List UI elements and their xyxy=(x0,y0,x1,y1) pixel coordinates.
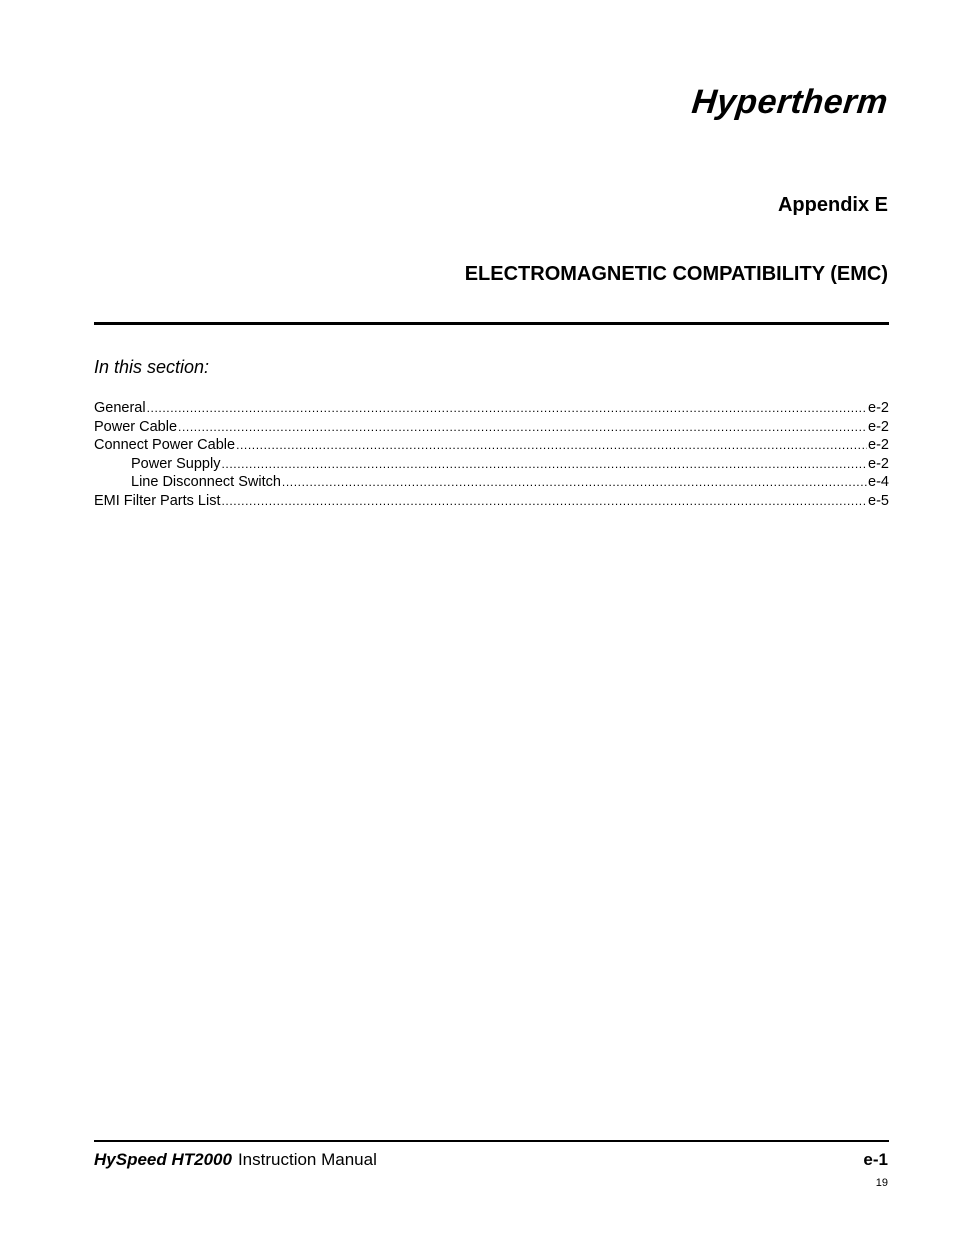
footer-divider xyxy=(94,1140,889,1142)
toc-item-label: Connect Power Cable xyxy=(94,437,236,454)
toc-item-label: General xyxy=(94,400,146,416)
footer-page-label: e-1 xyxy=(863,1150,888,1169)
footer-manual-label: Instruction Manual xyxy=(237,1150,377,1169)
toc-item-label: EMI Filter Parts List xyxy=(94,492,221,509)
toc-leader-dots xyxy=(147,399,867,418)
toc-item-emi-filter-parts-list[interactable] xyxy=(94,492,889,511)
toc-item-page: e-2 xyxy=(868,455,889,472)
hypertherm-logo: Hypertherm xyxy=(690,83,890,121)
toc-item-power-supply[interactable] xyxy=(94,455,889,474)
toc-item-page: e-2 xyxy=(868,437,889,454)
toc-leader-dots xyxy=(236,436,867,455)
toc-item-label: Line Disconnect Switch xyxy=(131,474,281,491)
toc-leader-dots xyxy=(222,492,868,511)
footer-sheet-number: 19 xyxy=(875,1177,888,1189)
toc-item-line-disconnect-switch[interactable] xyxy=(94,473,889,492)
section-title: ELECTROMAGNETIC COMPATIBILITY (EMC) xyxy=(464,263,888,285)
toc-leader-dots xyxy=(221,455,867,474)
toc-leader-dots xyxy=(282,473,867,492)
header-divider xyxy=(94,322,889,325)
toc-item-general[interactable] xyxy=(94,399,889,418)
table-of-contents xyxy=(94,399,889,511)
intro-text: In this section: xyxy=(94,357,210,377)
toc-item-label: Power Cable xyxy=(94,418,178,435)
footer-product-name: HySpeed HT2000 xyxy=(94,1150,232,1169)
toc-item-page: e-4 xyxy=(868,474,889,491)
toc-item-page: e-2 xyxy=(868,418,889,435)
toc-leader-dots xyxy=(178,418,867,437)
footer-manual-title xyxy=(94,1149,377,1171)
toc-item-connect-power-cable[interactable] xyxy=(94,436,889,455)
appendix-label: Appendix E xyxy=(777,194,888,216)
toc-item-power-cable[interactable] xyxy=(94,418,889,437)
toc-item-page: e-2 xyxy=(868,400,889,416)
toc-item-page: e-5 xyxy=(868,492,889,509)
toc-item-label: Power Supply xyxy=(131,455,221,472)
